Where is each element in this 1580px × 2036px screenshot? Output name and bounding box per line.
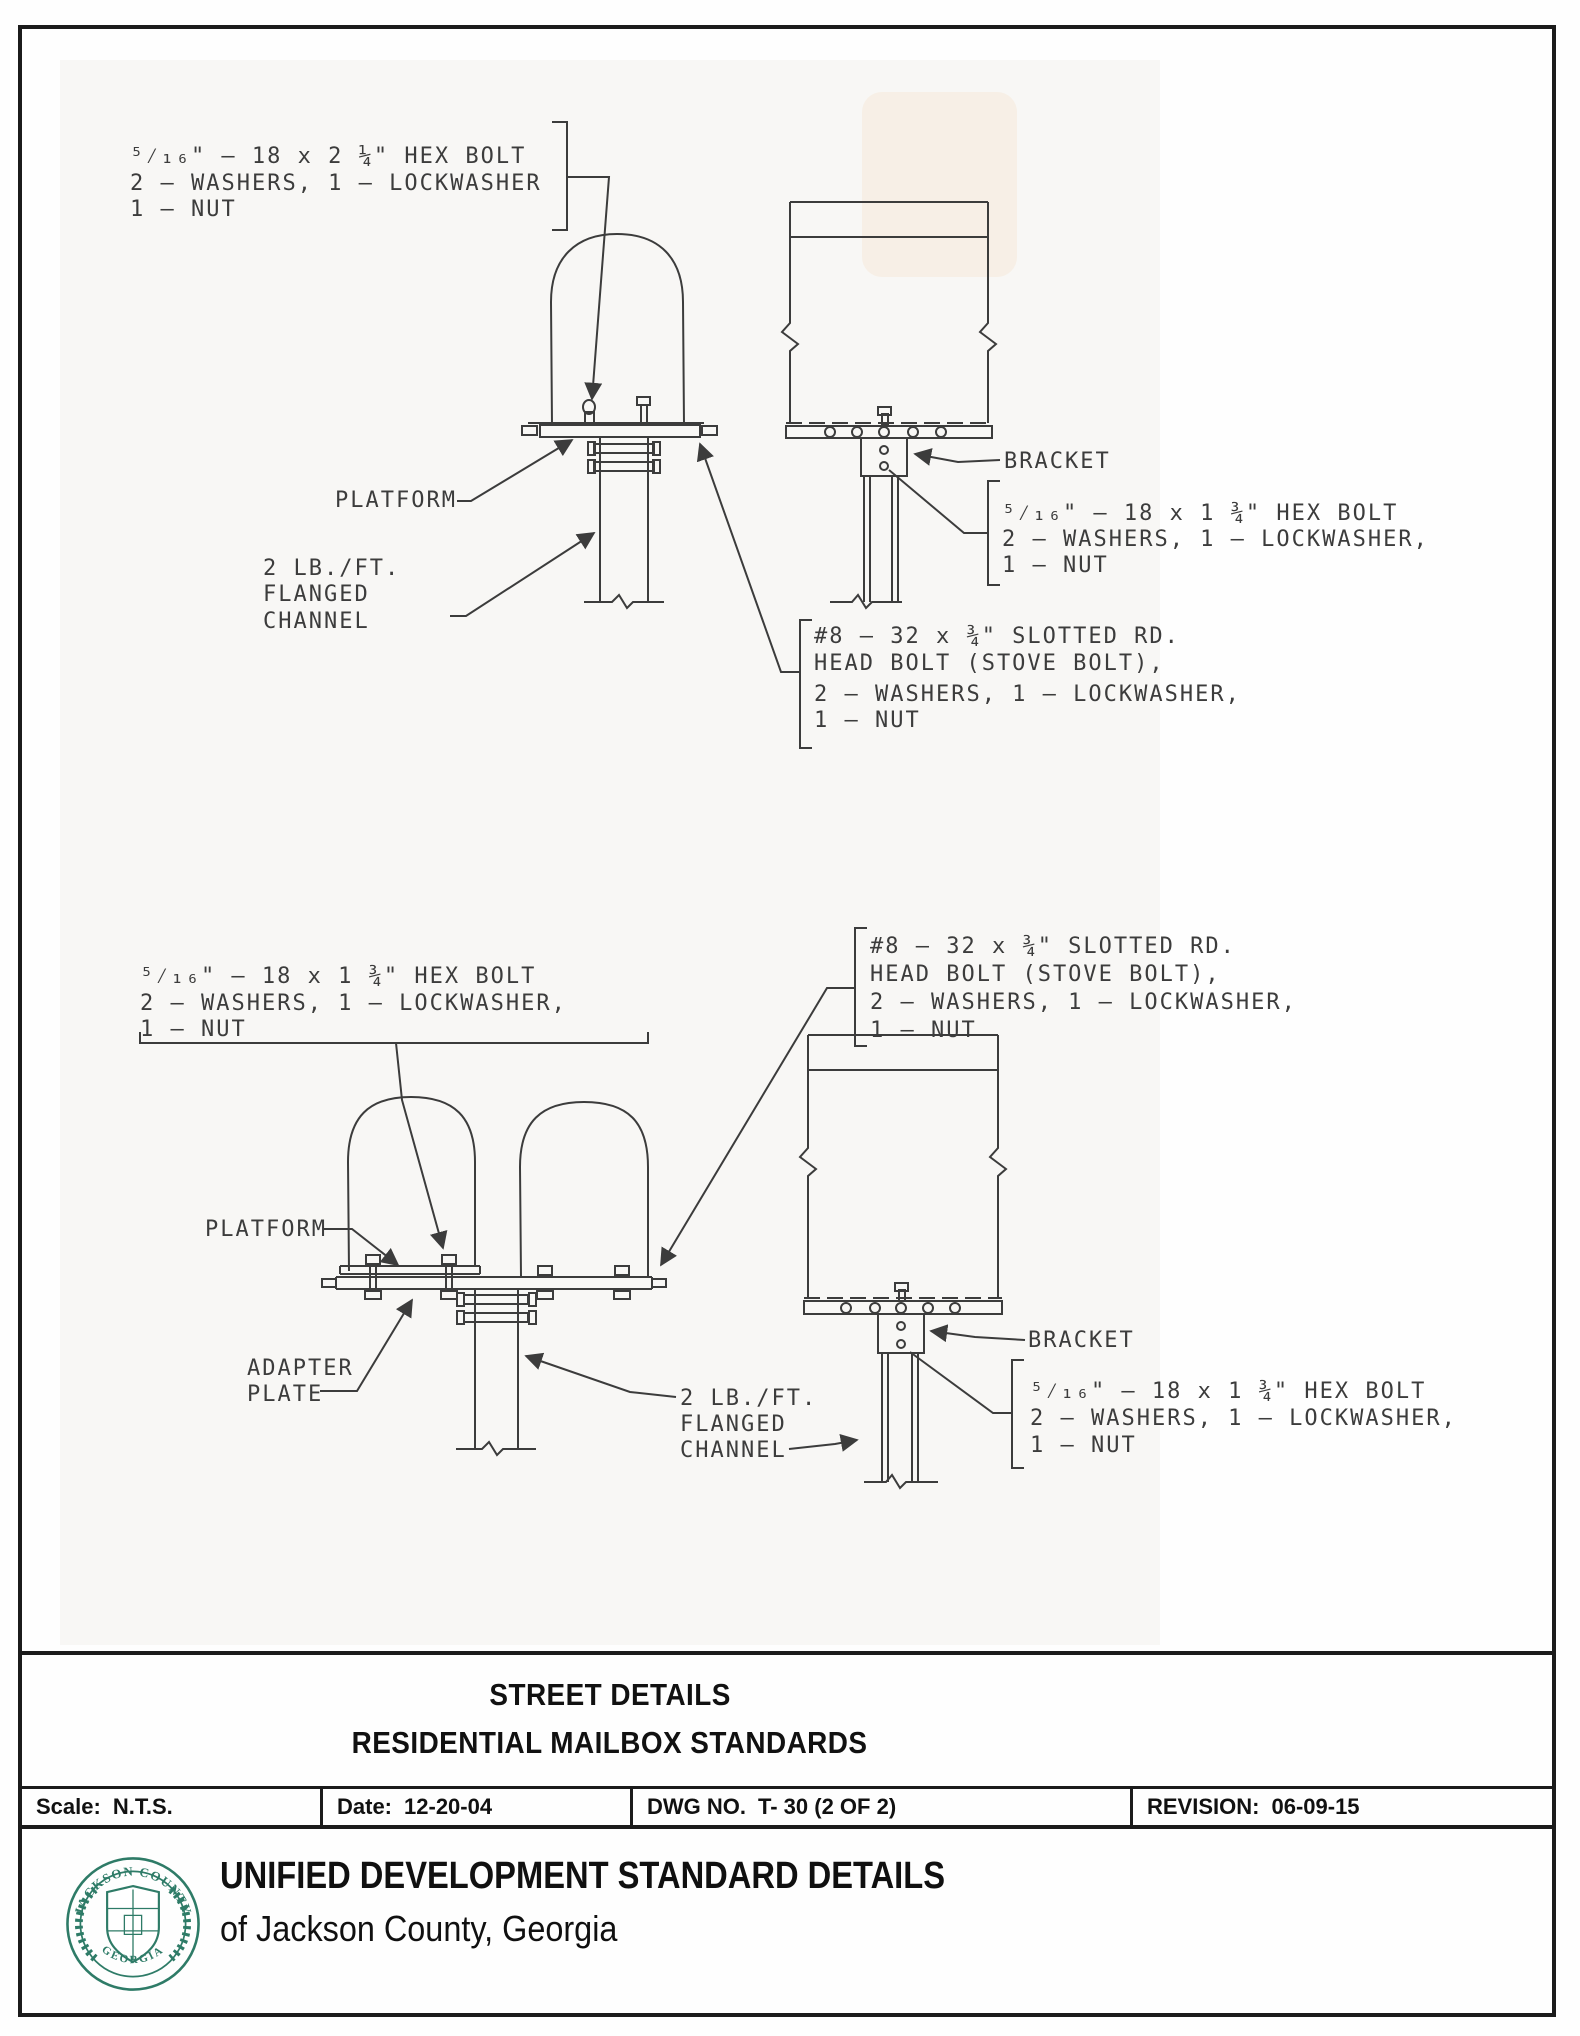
hex-bolt-note-line: 2 – WASHERS, 1 – LOCKWASHER bbox=[130, 171, 542, 196]
hex-bolt-side-note-line: 1 – NUT bbox=[1030, 1433, 1137, 1458]
title-block bbox=[22, 1655, 1198, 1786]
bracket-label: BRACKET bbox=[1004, 449, 1111, 474]
revision-cell bbox=[1130, 1789, 1552, 1825]
revision-value: 06-09-15 bbox=[1271, 1794, 1360, 1819]
stove-bolt-note-line: 2 – WASHERS, 1 – LOCKWASHER, bbox=[814, 682, 1241, 707]
jackson-county-seal bbox=[64, 1855, 202, 1993]
channel-label-line: 2 LB./FT. bbox=[680, 1386, 818, 1411]
hex-bolt-note-line: ⁵⁄₁₆" – 18 x 2 ¼" HEX BOLT bbox=[130, 144, 527, 169]
dwg-no-cell bbox=[630, 1789, 1130, 1825]
platform-label: PLATFORM bbox=[335, 488, 457, 513]
footer-block bbox=[22, 1829, 1552, 2012]
adapter-plate-label-line: PLATE bbox=[247, 1382, 324, 1407]
scan-tint bbox=[60, 60, 1160, 1645]
stove-bolt-note-line: 1 – NUT bbox=[870, 1018, 977, 1043]
hex-bolt-note-line: 2 – WASHERS, 1 – LOCKWASHER, bbox=[140, 991, 567, 1016]
dwg-no-label: DWG NO. bbox=[647, 1794, 746, 1819]
bracket-label: BRACKET bbox=[1028, 1328, 1135, 1353]
stove-bolt-note-line: 2 – WASHERS, 1 – LOCKWASHER, bbox=[870, 990, 1297, 1015]
channel-label-line: CHANNEL bbox=[263, 609, 370, 634]
org-title-line2: of Jackson County, Georgia bbox=[220, 1908, 618, 1949]
hex-bolt-note-line: 1 – NUT bbox=[130, 197, 237, 222]
stove-bolt-note-line: HEAD BOLT (STOVE BOLT), bbox=[870, 962, 1221, 987]
adapter-plate-label-line: ADAPTER bbox=[247, 1356, 354, 1381]
revision-label: REVISION: bbox=[1147, 1794, 1260, 1819]
stove-bolt-note-line: 1 – NUT bbox=[814, 708, 921, 733]
hex-bolt-side-note-line: 2 – WASHERS, 1 – LOCKWASHER, bbox=[1002, 527, 1429, 552]
date-value: 12-20-04 bbox=[404, 1794, 493, 1819]
scale-value: N.T.S. bbox=[112, 1794, 173, 1819]
stove-bolt-note-line: HEAD BOLT (STOVE BOLT), bbox=[814, 651, 1165, 676]
scale-label: Scale: bbox=[36, 1794, 101, 1819]
stove-bolt-note-line: #8 – 32 x ¾" SLOTTED RD. bbox=[814, 624, 1180, 649]
title-block-info-row bbox=[22, 1789, 1552, 1825]
seal-bottom-text: GEORGIA bbox=[99, 1943, 167, 1967]
date-cell bbox=[320, 1789, 630, 1825]
dwg-no-value: T- 30 (2 OF 2) bbox=[758, 1794, 897, 1819]
channel-label-line: CHANNEL bbox=[680, 1438, 787, 1463]
hex-bolt-side-note-line: 1 – NUT bbox=[1002, 553, 1109, 578]
seal-top-text: JACKSON COUNTY bbox=[70, 1863, 196, 1917]
stove-bolt-note-line: #8 – 32 x ¾" SLOTTED RD. bbox=[870, 934, 1236, 959]
hex-bolt-side-note-line: 2 – WASHERS, 1 – LOCKWASHER, bbox=[1030, 1406, 1457, 1431]
hex-bolt-note-line: 1 – NUT bbox=[140, 1017, 247, 1042]
platform-label: PLATFORM bbox=[205, 1217, 327, 1242]
hex-bolt-note-line: ⁵⁄₁₆" – 18 x 1 ¾" HEX BOLT bbox=[140, 964, 537, 989]
organization-title bbox=[220, 1855, 1063, 1950]
sheet-title-line2: RESIDENTIAL MAILBOX STANDARDS bbox=[352, 1725, 868, 1760]
org-title-line1: UNIFIED DEVELOPMENT STANDARD DETAILS bbox=[220, 1855, 946, 1897]
hex-bolt-side-note-line: ⁵⁄₁₆" – 18 x 1 ¾" HEX BOLT bbox=[1030, 1379, 1427, 1404]
channel-label-line: 2 LB./FT. bbox=[263, 556, 401, 581]
channel-label-line: FLANGED bbox=[680, 1412, 787, 1437]
date-label: Date: bbox=[337, 1794, 393, 1819]
channel-label-line: FLANGED bbox=[263, 582, 370, 607]
hex-bolt-side-note-line: ⁵⁄₁₆" – 18 x 1 ¾" HEX BOLT bbox=[1002, 501, 1399, 526]
scale-cell bbox=[22, 1789, 320, 1825]
scan-smudge bbox=[862, 92, 1017, 277]
sheet-title-line1: STREET DETAILS bbox=[489, 1677, 731, 1712]
